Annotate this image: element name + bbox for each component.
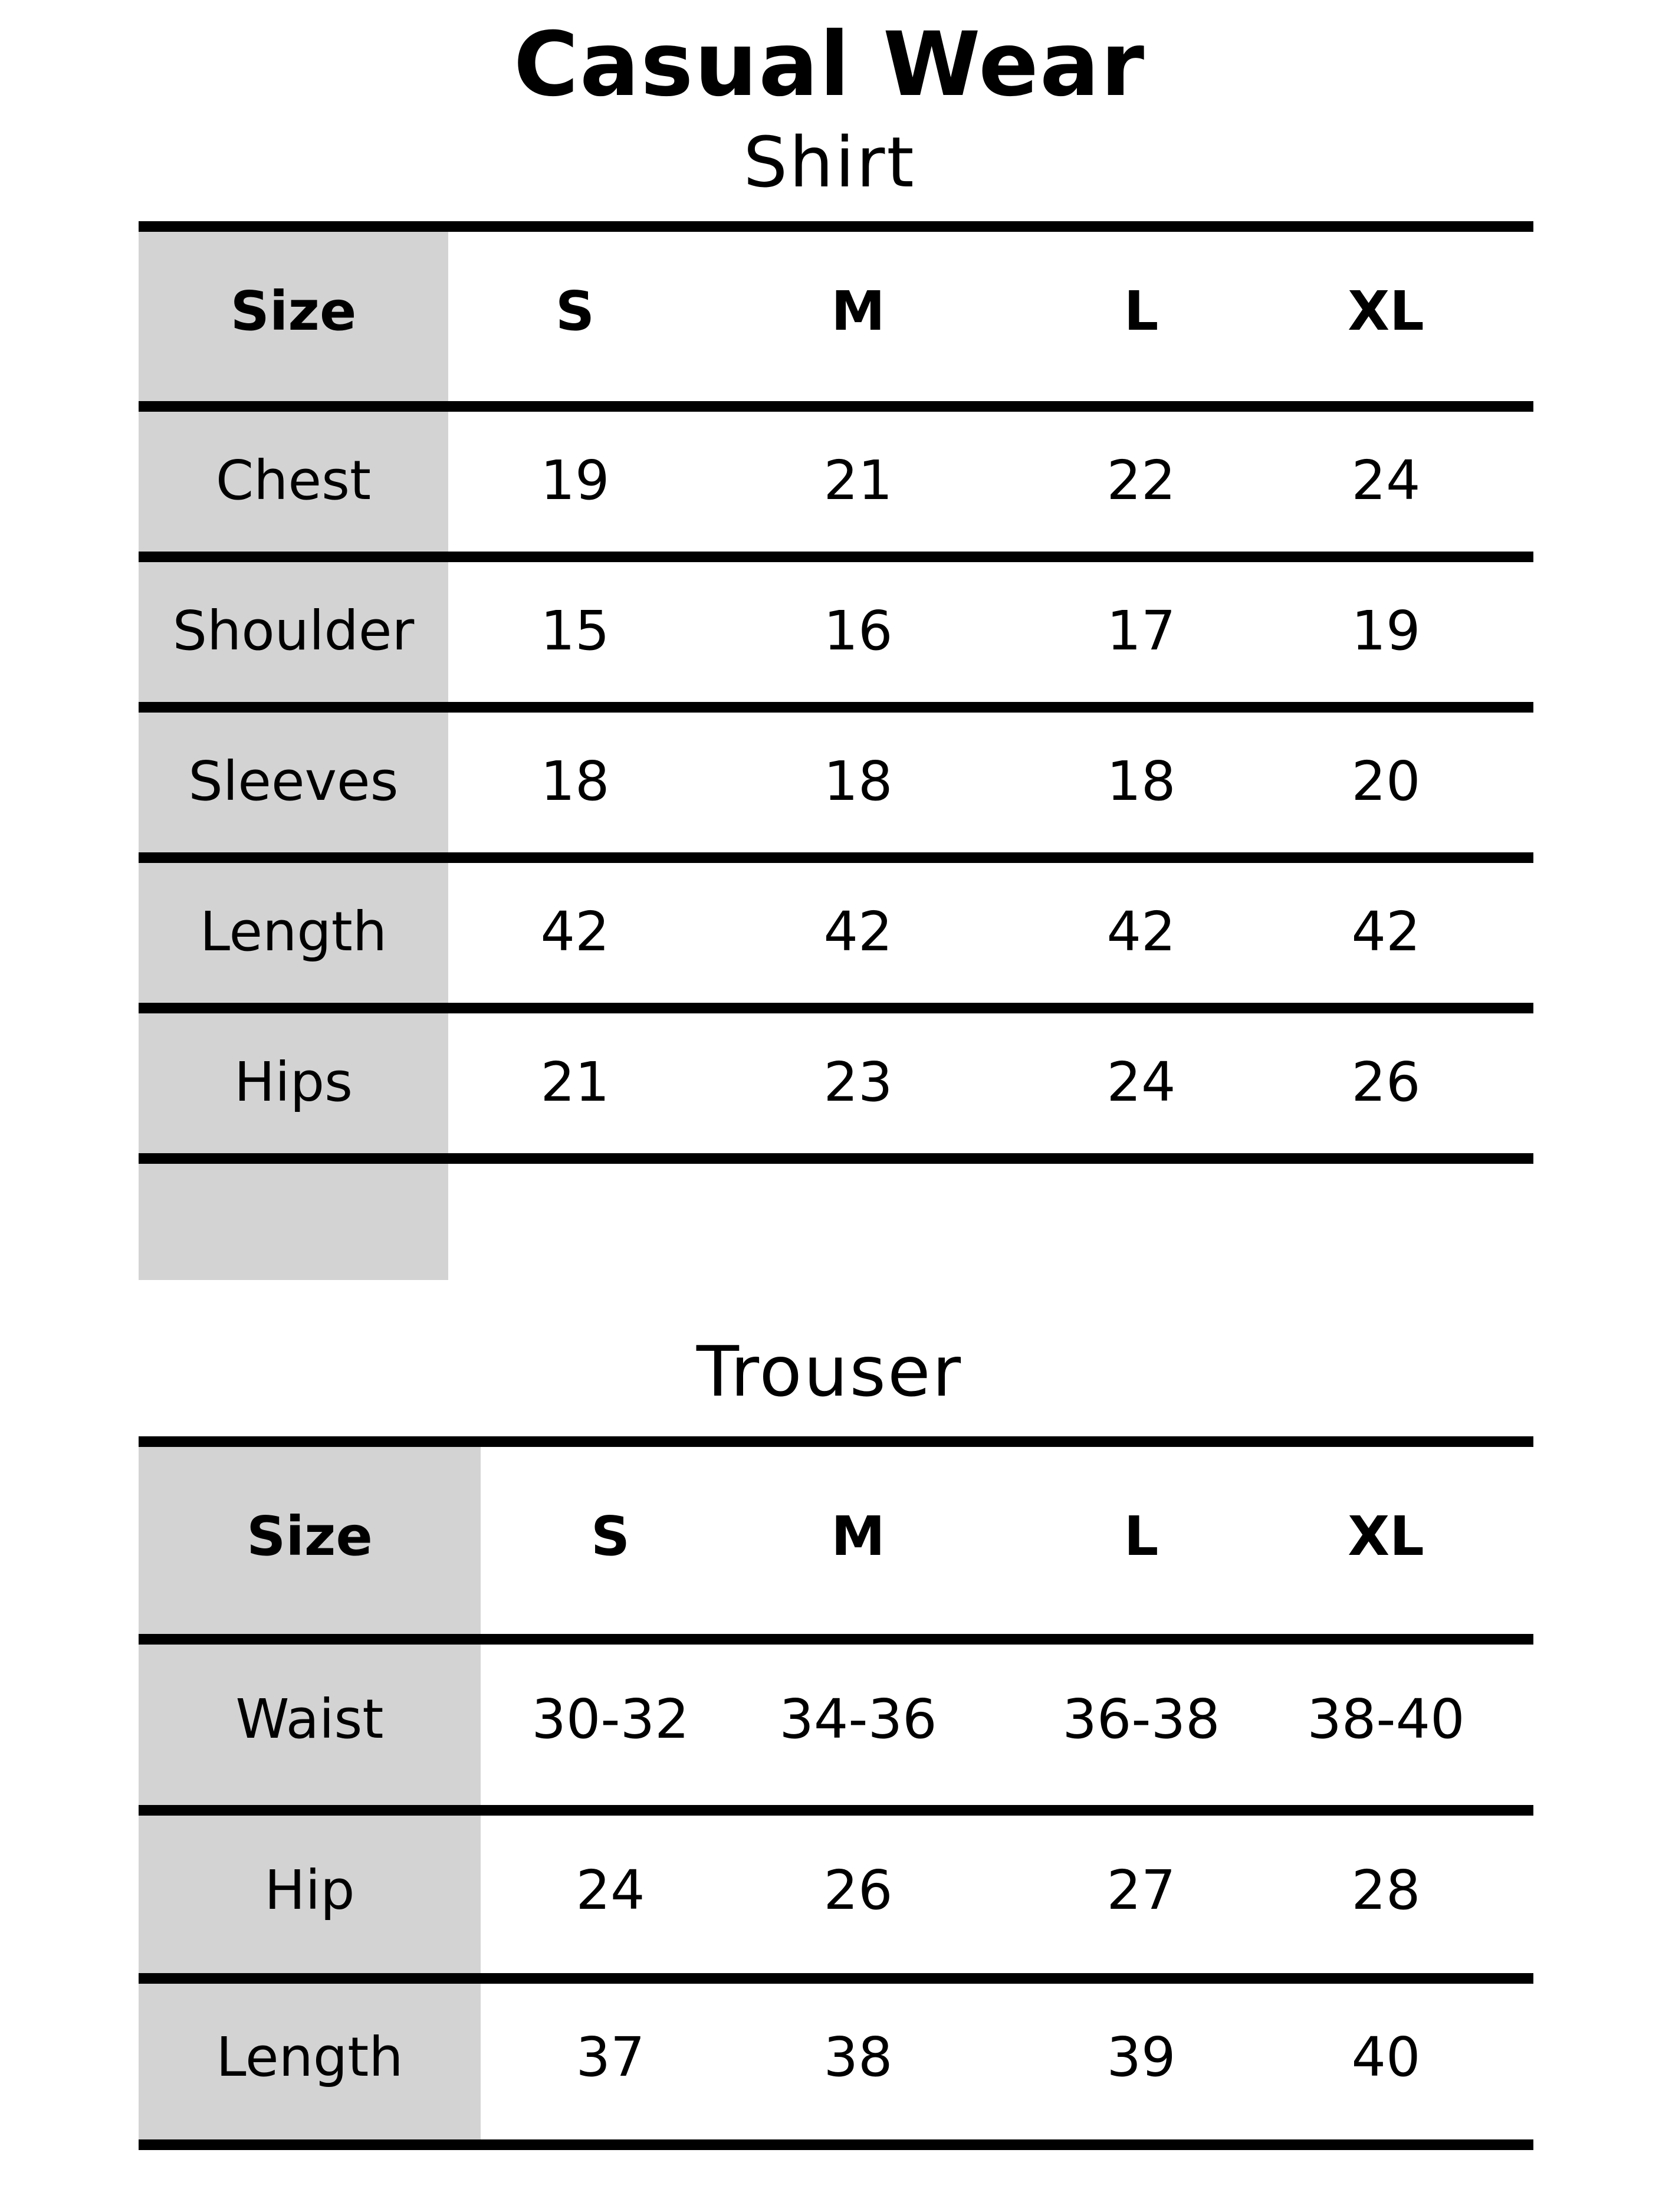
header-size-m: M [831,1505,885,1568]
row-value: 36-38 [1062,1688,1220,1751]
trouser-section-title: Trouser [696,1331,963,1412]
header-size-s: S [590,1505,630,1568]
shirt-section-title: Shirt [743,122,916,203]
row-label: Chest [215,449,372,512]
trouser-header-row [139,1457,1533,1616]
row-label: Hip [264,1859,355,1922]
row-value: 24 [1351,449,1421,512]
trouser-size-table [139,1436,1533,2150]
row-value: 24 [1106,1051,1176,1114]
table-rule [139,2139,1533,2150]
row-value: 15 [540,599,610,662]
row-value: 40 [1351,2026,1421,2089]
header-size-l: L [1123,1505,1159,1568]
table-row [139,702,1533,861]
header-size-l: L [1123,280,1159,343]
row-label: Sleeves [188,750,399,813]
row-value: 18 [1106,750,1176,813]
row-value: 19 [1351,599,1421,662]
header-size-xl: XL [1348,280,1424,343]
table-row [139,1003,1533,1162]
row-value: 42 [540,900,610,963]
row-label: Waist [235,1688,384,1751]
row-value: 28 [1351,1859,1421,1922]
row-label: Hips [234,1051,353,1114]
table-row [139,1978,1533,2137]
row-value: 16 [823,599,893,662]
table-rule [139,1436,1533,1447]
table-row [139,401,1533,560]
row-value: 21 [540,1051,610,1114]
page-title: Casual Wear [513,14,1146,116]
header-size-xl: XL [1348,1505,1424,1568]
row-value: 26 [1351,1051,1421,1114]
row-value: 39 [1106,2026,1176,2089]
row-value: 38 [823,2026,893,2089]
row-label: Length [199,900,387,963]
row-value: 18 [540,750,610,813]
header-size-label: Size [230,280,357,343]
row-value: 42 [1351,900,1421,963]
table-row [139,852,1533,1012]
row-value: 21 [823,449,893,512]
table-row [139,552,1533,711]
table-rule [139,221,1533,232]
row-value: 30-32 [531,1688,689,1751]
row-value: 19 [540,449,610,512]
shirt-header-row [139,232,1533,391]
row-value: 22 [1106,449,1176,512]
row-value: 42 [1106,900,1176,963]
row-value: 34-36 [779,1688,937,1751]
row-value: 42 [823,900,893,963]
row-value: 37 [576,2026,645,2089]
row-label: Shoulder [172,599,415,662]
header-size-m: M [831,280,885,343]
row-value: 20 [1351,750,1421,813]
row-value: 23 [823,1051,893,1114]
row-value: 26 [823,1859,893,1922]
table-row [139,1811,1533,1970]
row-value: 27 [1106,1859,1176,1922]
row-value: 24 [576,1859,645,1922]
header-size-s: S [555,280,595,343]
header-size-label: Size [247,1505,373,1568]
row-value: 18 [823,750,893,813]
table-row [139,1640,1533,1799]
shirt-size-table [139,221,1533,1280]
row-label: Length [216,2026,403,2089]
row-value: 38-40 [1307,1688,1465,1751]
row-value: 17 [1106,599,1176,662]
